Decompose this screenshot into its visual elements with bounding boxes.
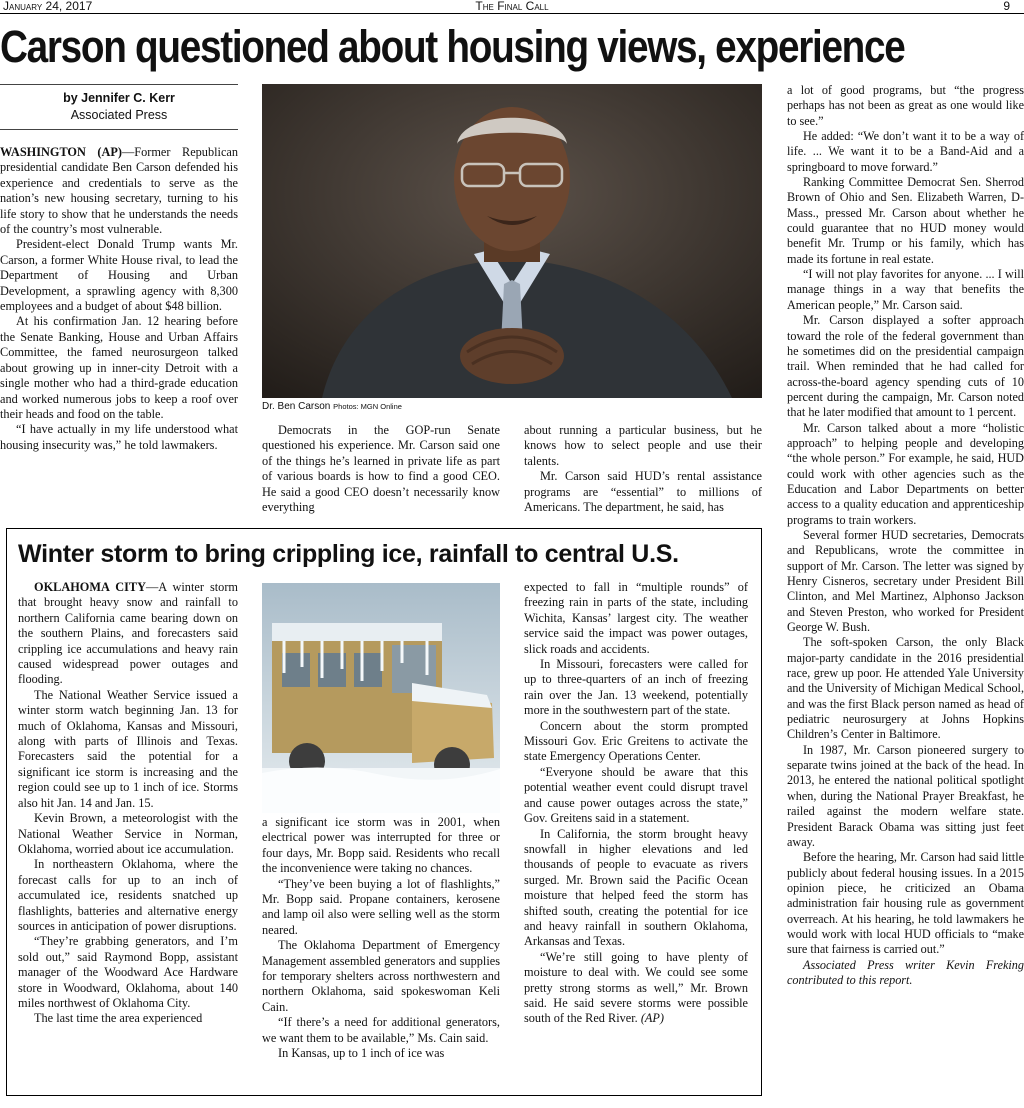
page-header — [0, 0, 1024, 14]
header-rule — [0, 13, 1024, 14]
page-number: 9 — [1003, 0, 1010, 13]
paragraph: At his confirmation Jan. 12 hearing before the Senate Banking, House and Urban Affairs Committee, the famed neurosurgeon talked about growing up in inner-city Detroit with a single mother who had a third-grade education and worked numerous jobs to keep a roof over their heads and food on the table. — [0, 314, 238, 421]
paragraph: expected to fall in “multiple rounds” of freezing rain in parts of the state, including Wichita, Kansas’ largest city. The weather service said the impact was power outages, slick roads and accidents. — [524, 580, 748, 656]
paragraph: “If there’s a need for additional generators, we want them to be available,” Ms. Cain said. — [262, 1015, 500, 1045]
paragraph: Ranking Committee Democrat Sen. Sherrod Brown of Ohio and Sen. Elizabeth Warren, D-Mass., pressed Mr. Carson about whether he could guarantee that no HUD money would benefit Mr. Trump or his family, which has made its fortune in real estate. — [787, 175, 1024, 266]
story2-column-1 — [18, 580, 238, 1027]
story2-headline: Winter storm to bring crippling ice, rainfall to central U.S. — [18, 540, 679, 568]
story1-column-2 — [262, 423, 500, 515]
story2-lead-paragraph: OKLAHOMA CITY—A winter storm that brought heavy snow and rainfall to northern California came bearing down on the southern Plains, and forecasters said crippling ice accumulations and heavy rain caused widespread power outages and flooding. — [18, 580, 238, 687]
paragraph: Mr. Carson said HUD’s rental assistance programs are “essential” to millions of Americans. The department, he said, has — [524, 469, 762, 515]
paragraph: “Everyone should be aware that this potential weather event could disrupt travel and cause power outages across the state,” Gov. Greitens said in a statement. — [524, 764, 748, 826]
paragraph: The Oklahoma Department of Emergency Management assembled generators and supplies for temporary shelters across northwestern and northern Oklahoma, said spokeswoman Keli Cain. — [262, 938, 500, 1014]
paragraph: Mr. Carson displayed a softer approach toward the role of the federal government than he sometimes did on the presidential campaign trail. When reminded that he had called for across-the-board agency spending cuts of 10 percent during the campaign, Mr. Carson noted that he later modified that amount to 1 percent. — [787, 313, 1024, 420]
newspaper-name: The Final Call — [475, 0, 549, 13]
paragraph: Several former HUD secretaries, Democrats and Republicans, wrote the committee in support of Mr. Carson. The letter was signed by Henry Cisneros, secretary under President Bill Clinton, and Mel Martinez, Alphonso Jackson and Steven Preston, who worked for President George W. Bush. — [787, 527, 1024, 635]
paragraph: Democrats in the GOP-run Senate questioned his experience. Mr. Carson said one of the things he’s learned in private life as part of various boards is how to find a good CEO. He said a good CEO doesn’t necessarily know everything — [262, 423, 500, 515]
paragraph: about running a particular business, but he knows how to select people and use their talents. — [524, 423, 762, 468]
story1-lead-paragraph: WASHINGTON (AP)—Former Republican presidential candidate Ben Carson defended his experience and credentials to serve as the nation’s new housing secretary, turning to his life story to show that he understands the needs of the country’s most vulnerable. — [0, 145, 239, 237]
paragraph: In 1987, Mr. Carson pioneered surgery to separate twins joined at the back of the head. In 2013, he entered the national political spotlight when, during the National Prayer Breakfast, he railed against the modern welfare state. President Barack Obama was sitting just feet away. — [787, 742, 1024, 849]
byline-box — [0, 84, 238, 130]
story1-column-1 — [0, 145, 238, 453]
frozen-bus-illustration — [262, 583, 500, 813]
paragraph: The soft-spoken Carson, the only Black major-party candidate in the 2016 presidential race, grew up poor. He attended Yale University and the University of Michigan Medical School, and was the first Black person named as head of pediatric neurosurgery at Johns Hopkins Children’s Center in Baltimore. — [787, 635, 1024, 742]
ap-end-tag: (AP) — [640, 1011, 665, 1026]
story2-column-2 — [262, 815, 500, 1062]
paragraph: The National Weather Service issued a winter storm watch beginning Jan. 13 for much of Oklahoma, Kansas and Missouri, along with parts of Illinois and Texas. Forecasters said the potential for a significant ice storm is increasing and the region could see up to 1 inch of ice. Storms also hit Jan. 14 and Jan. 15. — [18, 687, 238, 810]
story2-column-3 — [524, 580, 748, 1027]
story2-dateline: OKLAHOMA CITY — [34, 580, 146, 594]
paragraph: “They’ve been buying a lot of flashlights,” Mr. Bopp said. Propane containers, kerosene and lamp oil also were selling well as the storm neared. — [262, 876, 500, 937]
paragraph: Concern about the storm prompted Missouri Gov. Eric Greitens to activate the state Emergency Operations Center. — [524, 718, 748, 764]
paragraph: “They’re grabbing generators, and I’m sold out,” said Raymond Bopp, assistant manager of the Woodward Ace Hardware store in Woodward, Oklahoma, about 140 miles northwest of Oklahoma City. — [18, 934, 238, 1010]
paragraph: President-elect Donald Trump wants Mr. Carson, a former White House rival, to lead the Department of Housing and Urban Development, a sprawling agency with 8,300 employees and a budget of about $48 billion. — [0, 237, 238, 314]
photo-caption — [262, 401, 402, 412]
paragraph: The last time the area experienced — [34, 1011, 203, 1026]
contributor-credit: Associated Press writer Kevin Freking contributed to this report. — [787, 957, 1024, 987]
main-headline: Carson questioned about housing views, experience — [0, 21, 905, 72]
carson-photo — [262, 84, 762, 398]
paragraph: In northeastern Oklahoma, where the forecast calls for up to an inch of accumulated ice, residents snatched up flashlights, batteries and alternative energy sources in anticipation of power disruptions. — [18, 857, 238, 933]
author-name: by Jennifer C. Kerr — [63, 91, 175, 105]
photo-credit: Photos: MGN Online — [333, 402, 402, 411]
paragraph: Kevin Brown, a meteorologist with the National Weather Service in Norman, Oklahoma, worried about ice accumulation. — [18, 811, 238, 856]
paragraph: Before the hearing, Mr. Carson had said little publicly about federal housing issues. In a 2015 opinion piece, he criticized an Obama administration fair housing rule as government overreach. At his hearing, he told lawmakers he would work with local HUD officials to “make sure that fairness is carried out.” — [787, 850, 1024, 957]
agency-name: Associated Press — [70, 108, 168, 122]
portrait-illustration — [262, 84, 762, 398]
story1-column-3 — [524, 423, 762, 515]
paragraph: “I have actually in my life understood what housing insecurity was,” he told lawmakers. — [0, 422, 238, 452]
caption-text: Dr. Ben Carson — [262, 401, 331, 412]
paragraph: “I will not play favorites for anyone. ... I will manage things in a way that benefits the American people,” Mr. Carson said. — [787, 267, 1024, 312]
ice-bus-photo — [262, 583, 500, 813]
paragraph: “We’re still going to have plenty of moisture to deal with. We could see some pretty strong storms as well,” Mr. Brown said. He said severe storms were possible south of the Red River. (AP) — [524, 949, 748, 1026]
story1-column-4 — [787, 83, 1024, 988]
paragraph: Mr. Carson talked about a more “holistic approach” to helping people and developing “the whole person.” For example, he said, HUD could work with other agencies such as the Education and Labor Departments on better access to a quality education and apprenticeship programs to train workers. — [787, 420, 1024, 527]
paragraph: He added: “We don’t want it to be a way of life. ... We want it to be a Band-Aid and a springboard to move forward.” — [787, 129, 1024, 174]
issue-date: January 24, 2017 — [3, 0, 93, 13]
paragraph: In California, the storm brought heavy snowfall in higher elevations and led thousands of people to evacuate as rivers surged. Mr. Brown said the Pacific Ocean moisture that helped feed the storm has shifted south, creating the potential for ice and heavy rainfall in southern Oklahoma, Arkansas and Texas. — [524, 826, 748, 949]
story1-dateline: WASHINGTON (AP) — [0, 145, 122, 159]
paragraph: In Kansas, up to 1 inch of ice was — [278, 1046, 445, 1061]
paragraph: a lot of good programs, but “the progress perhaps has not been as great as one would like to see.” — [787, 83, 1024, 128]
paragraph: a significant ice storm was in 2001, when electrical power was interrupted for three or four days, Mr. Bopp said. Residents who recall the inconvenience were taking no chances. — [262, 815, 500, 876]
paragraph: In Missouri, forecasters were called for up to three-quarters of an inch of freezing rain over the Jan. 13 weekend, potentially more in the southwestern part of the state. — [524, 657, 748, 718]
